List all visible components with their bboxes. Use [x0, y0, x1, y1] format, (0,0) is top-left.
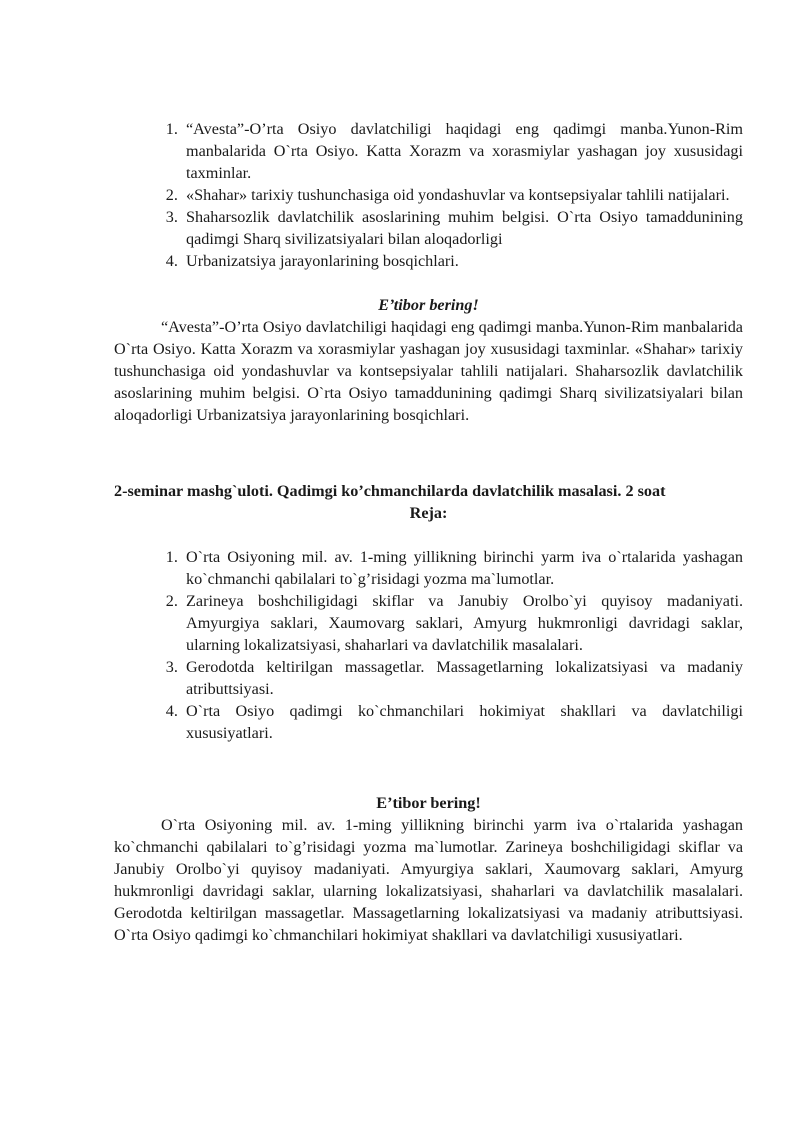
- seminar-title: 2-seminar mashg`uloti. Qadimgi ko’chmanchilarda davlatchilik masalasi. 2 soat: [114, 482, 666, 500]
- attention-paragraph-2: O`rta Osiyoning mil. av. 1-ming yillikning birinchi yarm iva o`rtalarida yashagan ko`chmanchi qabilalari to`g’risidagi yozma ma`lumotlar. Zarineya boshchiligidagi skiflar va Janubiy Orolbo`yi quyisoy madaniyati. Amyurgiya saklari, Xaumovarg saklari, Amyurg hukmronligi davridagi saklar, ularning lokalizatsiyasi, shaharlari va davlatchilik masalalari. Gerodotda keltirilgan massagetlar. Massagetlarning lokalizatsiyasi va madaniy atributtsiyasi. O`rta Osiyo qadimgi ko`chmanchilari hokimiyat shakllari va davlatchiligi xususiyatlari.: [114, 816, 743, 944]
- list-item: 2. «Shahar» tarixiy tushunchasiga oid yondashuvlar va kontsepsiyalar tahlili natijalari.: [186, 184, 743, 206]
- list-item: 1. “Avesta”-O’rta Osiyo davlatchiligi haqidagi eng qadimgi manba.Yunon-Rim manbalarida O`rta Osiyo. Katta Xorazm va xorasmiylar yashagan joy xususidagi taxminlar.: [186, 118, 743, 184]
- document-page: [114, 118, 743, 946]
- list-item: 4. Urbanizatsiya jarayonlarining bosqichlari.: [186, 250, 743, 272]
- topics-list-2: [114, 546, 743, 744]
- list-item: 1. O`rta Osiyoning mil. av. 1-ming yillikning birinchi yarm iva o`rtalarida yashagan ko`chmanchi qabilalari to`g’risidagi yozma ma`lumotlar.: [186, 546, 743, 590]
- attention-heading-2: E’tibor bering!: [376, 794, 481, 812]
- attention-paragraph-1: “Avesta”-O’rta Osiyo davlatchiligi haqidagi eng qadimgi manba.Yunon-Rim manbalarida O`rta Osiyo. Katta Xorazm va xorasmiylar yashagan joy xususidagi taxminlar. «Shahar» tarixiy tushunchasiga oid yondashuvlar va kontsepsiyalar tahlili natijalari. Shaharsozlik davlatchilik asoslarining muhim belgisi. O`rta Osiyo tamaddunining qadimgi Sharq sivilizatsiyalari bilan aloqadorligi Urbanizatsiya jarayonlarining bosqichlari.: [114, 318, 743, 424]
- list-item: 3. Gerodotda keltirilgan massagetlar. Massagetlarning lokalizatsiyasi va madaniy atributtsiyasi.: [186, 656, 743, 700]
- attention-heading-1: E’tibor bering!: [378, 296, 479, 314]
- list-item: 4. O`rta Osiyo qadimgi ko`chmanchilari hokimiyat shakllari va davlatchiligi xususiyatlari.: [186, 700, 743, 744]
- topics-list-1: [114, 118, 743, 272]
- list-item: 3. Shaharsozlik davlatchilik asoslarining muhim belgisi. O`rta Osiyo tamaddunining qadimgi Sharq sivilizatsiyalari bilan aloqadorligi: [186, 206, 743, 250]
- list-item: 2. Zarineya boshchiligidagi skiflar va Janubiy Orolbo`yi quyisoy madaniyati. Amyurgiya saklari, Xaumovarg saklari, Amyurg hukmronligi davridagi saklar, ularning lokalizatsiyasi, shaharlari va davlatchilik masalalari.: [186, 590, 743, 656]
- plan-heading: Reja:: [409, 504, 448, 522]
